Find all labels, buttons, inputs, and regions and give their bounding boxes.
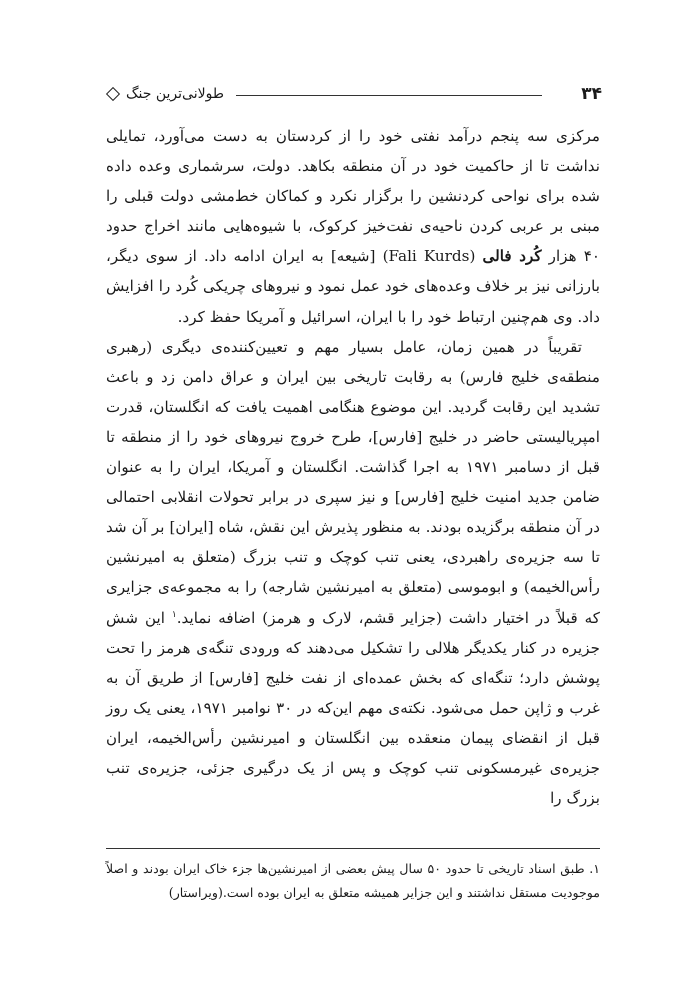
footnote-reference[interactable]: ۱ — [171, 609, 177, 620]
paragraph-1-text: مرکزی سه پنجم درآمد نفتی خود را از کردستان به دست می‌آورد، تمایلی نداشت تا از حاکمیت خود در آن منطقه بکاهد. دولت، سرشماری وعده داده شده برای نواحی کردنشین را برگزار نکرد و کماکان خط‌مشی دولت قبلی را مبنی بر عربی کردن ناحیه‌ی نفت‌خیز کرکوک، با شیوه‌هایی مانند اخراج حدود ۴۰ هزار — [106, 127, 601, 266]
footnote: ۱. طبق اسناد تاریخی تا حدود ۵۰ سال پیش بعضی از امیرنشین‌ها جزء خاک ایران بودند و اصلاً موجودیت مستقل نداشتند و این جزایر همیشه متعلق به ایران بوده است.(ویراستار) — [106, 861, 600, 900]
chapter-title: طولانی‌ترین جنگ — [126, 86, 224, 102]
paragraph-1 — [106, 121, 600, 332]
footnote-rule — [106, 848, 600, 849]
paragraph-2-cont: این شش جزیره در کنار یکدیگر هلالی را تشکیل می‌دهند که ورودی تنگه‌ی هرمز را تحت پوشش دارد؛ تنگه‌ای که بخش عمده‌ای از نفت خلیج [فارس] از طریق آن به غرب و ژاپن حمل می‌شود. نکته‌ی مهم این‌که در ۳۰ نوامبر ۱۹۷۱، یعنی یک روز قبل از انقضای پیمان منعقده بین انگلستان و امیرنشین رأس‌الخیمه، ایران جزیره‌ی غیرمسکونی تنب کوچک و پس از یک درگیری جزئی، جزیره‌ی تنب بزرگ را — [106, 608, 600, 808]
header-rule — [236, 95, 542, 96]
diamond-icon — [106, 87, 120, 101]
chapter-title-wrap — [108, 82, 224, 106]
paragraph-2 — [106, 332, 600, 814]
paragraph-1-cont: [شیعه] به ایران ادامه داد. از سوی دیگر، بارزانی نیز بر خلاف وعده‌های خود عمل نمود و نیروهای چریکی کُرد را افزایش داد. وی هم‌چنین ارتباط خود را با ایران، اسرائیل و آمریکا حفظ کرد. — [106, 247, 600, 326]
page-number: ۳۴ — [581, 84, 602, 104]
body-text — [106, 121, 600, 813]
running-header — [108, 82, 602, 108]
paragraph-2-text: تقریباً در همین زمان، عامل بسیار مهم و تعیین‌کننده‌ی دیگری (رهبری منطقه‌ی خلیج فارس) به رقابت تاریخی بین ایران و عراق دامن زد و باعث تشدید این رقابت گردید. این موضوع هنگامی اهمیت یافت که انگلستان، قدرت امپریالیستی حاضر در خلیج [فارس]، طرح خروج نیروهای خود را از منطقه تا قبل از دسامبر ۱۹۷۱ به اجرا گذاشت. انگلستان و آمریکا، ایران را به عنوان ضامن جدید امنیت خلیج [فارس] و نیز سپری در برابر تحولات انقلابی احتمالی در آن منطقه برگزیده بودند. به منظور پذیرش این نقش، شاه [ایران] بر آن شد تا سه جزیره‌ی راهبردی، یعنی تنب کوچک و تنب بزرگ (متعلق به امیرنشین رأس‌الخیمه) و ابوموسی (متعلق به امیرنشین شارجه) را به مجموعه‌ی جزایری که قبلاً در اختیار داشت (جزایر قشم، لارک و هرمز) اضافه نماید. — [106, 337, 601, 627]
term-latin: (Fali Kurds) — [382, 247, 476, 266]
term-kurd-fali: کُرد فالی — [482, 247, 542, 266]
